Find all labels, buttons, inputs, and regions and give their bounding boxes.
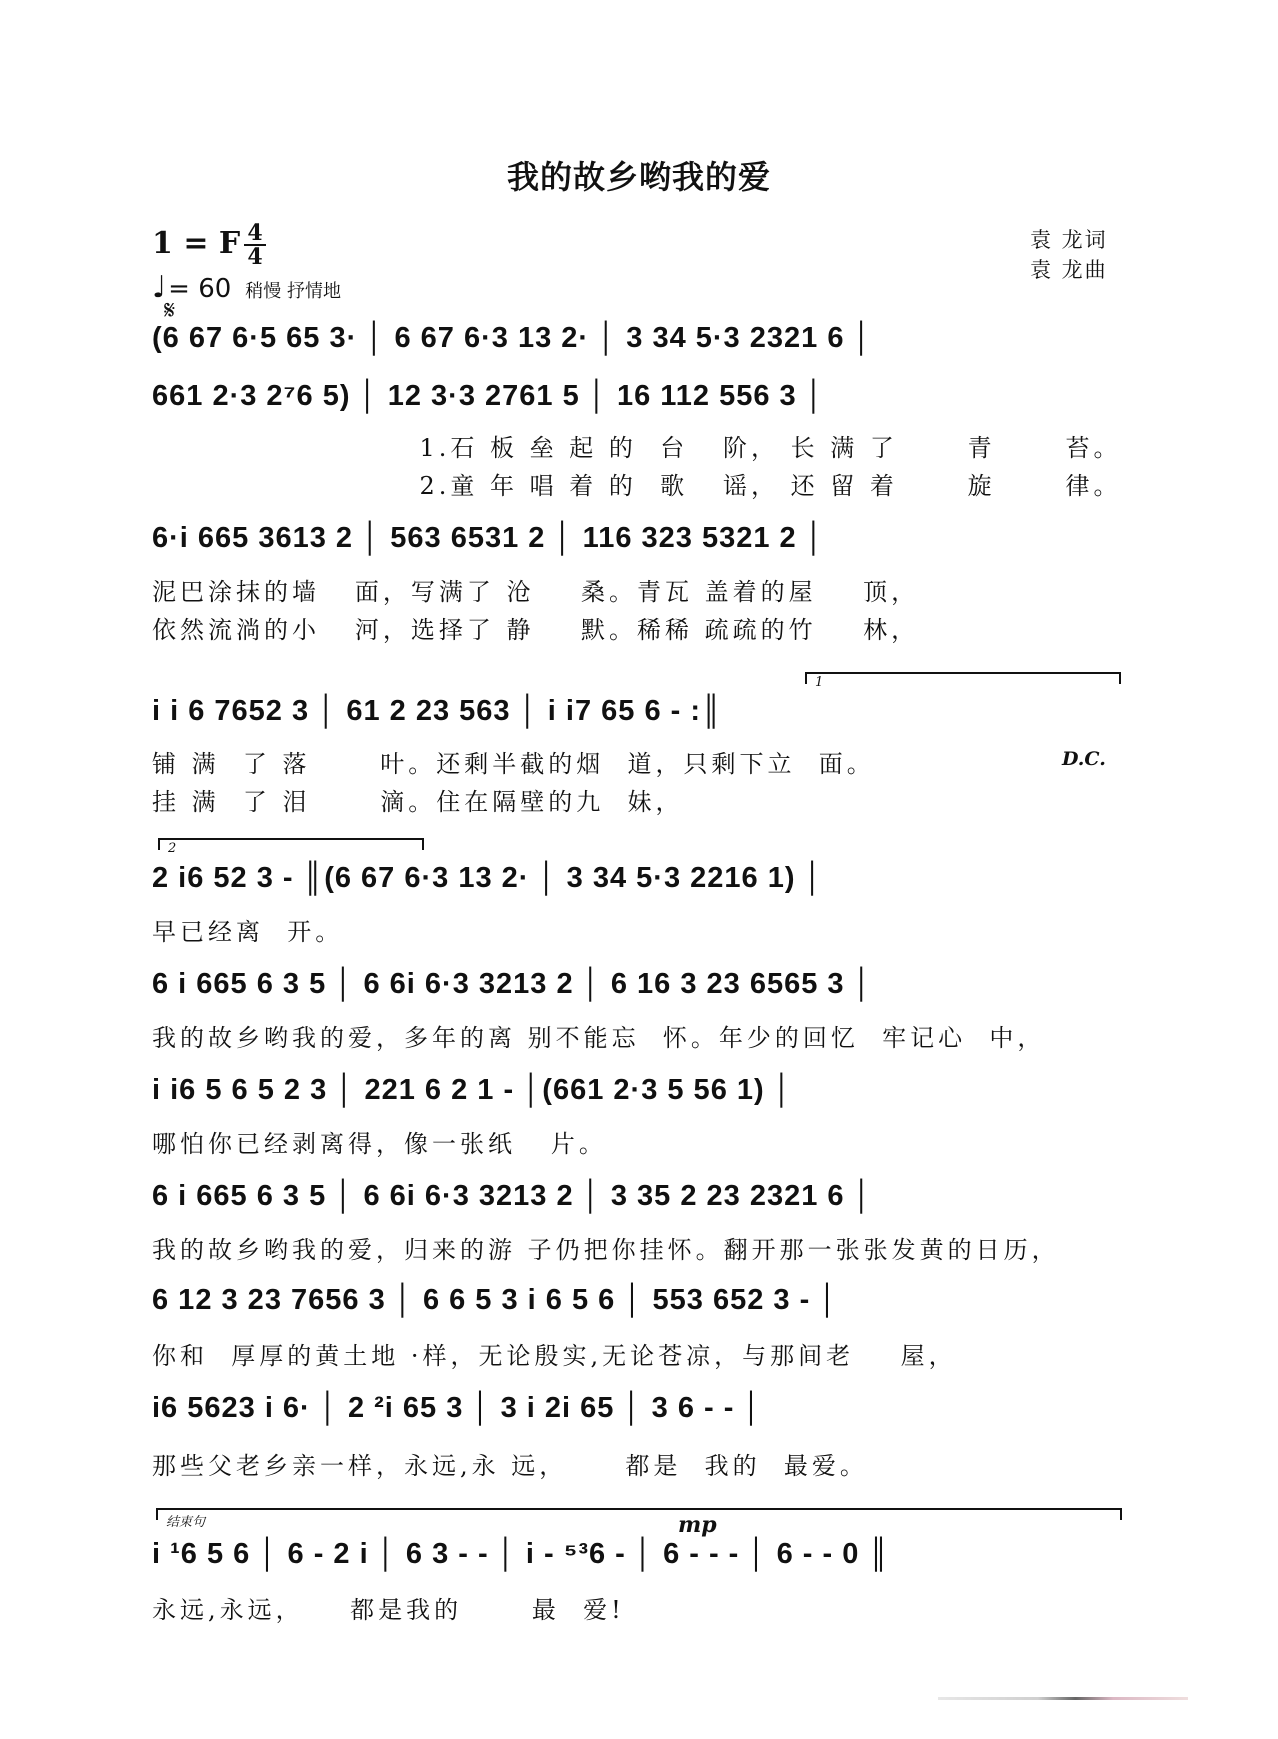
lyric-verse-1: 铺 满 了 落 叶。还剩半截的烟 道，只剩下立 面。	[152, 750, 875, 778]
score-system-9	[152, 1284, 1122, 1332]
volta-bracket-1: 1	[805, 672, 1121, 684]
score-system-1	[152, 322, 1122, 370]
notation-line: 661 2·3 2⁷6 5) │ 12 3·3 2761 5 │ 16 112 556 3 │	[152, 380, 825, 412]
segno-icon: 𝄋	[164, 296, 176, 326]
notation-line: 6 12 3 23 7656 3 │ 6 6 5 3 i 6 5 6 │ 553 652 3 - │	[152, 1284, 839, 1316]
notation-line: i6 5623 i 6· │ 2 ²i 65 3 │ 3 i 2i 65 │ 3 6 - - │	[152, 1392, 763, 1424]
song-title: 我的故乡哟我的爱	[506, 158, 771, 196]
notation-line: i i6 5 6 5 2 3 │ 221 6 2 1 - │(661 2·3 5 56 1) │	[152, 1074, 793, 1106]
credits	[1030, 225, 1108, 285]
lyric-verse-2: 2.童 年 唱 着 的 歌 谣， 还 留 着 旋 律。	[152, 472, 1122, 500]
time-numerator: 4	[244, 222, 266, 246]
score-system-10	[152, 1392, 1122, 1440]
lyric-line: 永远,永远， 都是我的 最 爱!	[152, 1596, 625, 1624]
watermark-strip	[938, 1697, 1188, 1700]
score-system-5	[152, 862, 1122, 910]
lyric-line: 你和 厚厚的黄土地 ·样，无论殷实,无论苍凉，与那间老 屋，	[152, 1342, 957, 1370]
dynamic-mp: mp	[678, 1512, 717, 1538]
coda-bracket: 结束句	[156, 1508, 1122, 1520]
time-signature	[244, 222, 266, 268]
lyric-line: 我的故乡哟我的爱，多年的离 别不能忘 怀。年少的回忆 牢记心 中，	[152, 1024, 1046, 1052]
lyricist: 袁 龙词	[1030, 228, 1108, 252]
lyric-verse-2: 依然流淌的小 河，选择了 静 默。稀稀 疏疏的竹 林，	[152, 616, 920, 644]
score-system-3	[152, 522, 1122, 570]
notation-line: 6 i 665 6 3 5 │ 6 6i 6·3 3213 2 │ 3 35 2 23 2321 6 │	[152, 1180, 873, 1212]
lyric-verse-1: 泥巴涂抹的墙 面，写满了 沧 桑。青瓦 盖着的屋 顶，	[152, 578, 920, 606]
lyric-line: 那些父老乡亲一样，永远,永 远， 都是 我的 最爱。	[152, 1452, 868, 1480]
lyric-verse-1: 1.石 板 垒 起 的 台 阶， 长 满 了 青 苔。	[152, 434, 1122, 462]
composer: 袁 龙曲	[1030, 258, 1108, 282]
notation-line: i i 6 7652 3 │ 61 2 23 563 │ i i7 65 6 - :║	[152, 695, 723, 727]
notation-line: 2 i6 52 3 - ║(6 67 6·3 13 2· │ 3 34 5·3 2216 1) │	[152, 862, 824, 894]
key-signature: 1 = F	[152, 226, 241, 261]
score-system-6	[152, 968, 1122, 1016]
tempo-value: = 60	[168, 274, 232, 304]
time-denominator: 4	[247, 244, 263, 270]
notation-line: i ¹6 5 6 │ 6 - 2 i │ 6 3 - - │ i - ⁵³6 - │ 6 - - - │ 6 - - 0 ║	[152, 1538, 890, 1570]
notation-line: (6 67 6·5 65 3· │ 6 67 6·3 13 2· │ 3 34 5·3 2321 6 │	[152, 322, 873, 354]
quarter-note-icon: ♩	[152, 270, 167, 305]
volta-bracket-2: 2	[158, 838, 424, 850]
score-system-2	[152, 380, 1122, 428]
notation-line: 6·i 665 3613 2 │ 563 6531 2 │ 116 323 5321 2 │	[152, 522, 825, 554]
lyric-verse-2: 挂 满 了 泪 滴。住在隔壁的九 妹，	[152, 788, 684, 816]
score-system-7	[152, 1074, 1122, 1122]
da-capo-marking: D.C.	[1062, 748, 1106, 770]
notation-line: 6 i 665 6 3 5 │ 6 6i 6·3 3213 2 │ 6 16 3 23 6565 3 │	[152, 968, 873, 1000]
score-system-4	[152, 695, 1122, 743]
score-system-8	[152, 1180, 1122, 1228]
score-system-11	[152, 1538, 1122, 1586]
lyric-line: 我的故乡哟我的爱，归来的游 子仍把你挂怀。翻开那一张张发黄的日历，	[152, 1236, 1060, 1264]
tempo-marking	[152, 270, 341, 305]
lyric-line: 早已经离 开。	[152, 918, 344, 946]
lyric-line: 哪怕你已经剥离得，像一张纸 片。	[152, 1130, 607, 1158]
expression-text: 稍慢 抒情地	[245, 281, 342, 302]
